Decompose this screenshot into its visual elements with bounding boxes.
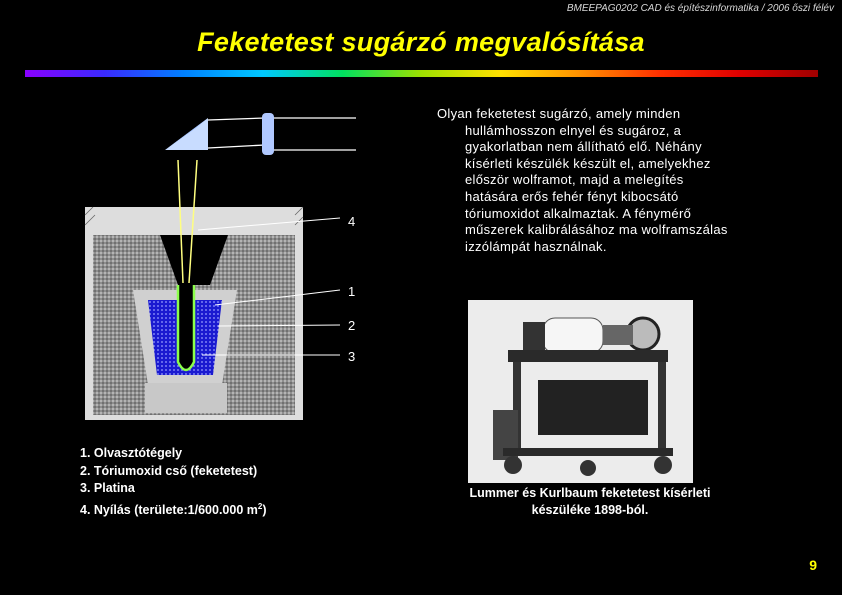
thoria-tube <box>178 285 194 370</box>
legend-item-4-close: ) <box>262 502 267 517</box>
legend-item-1: 1. Olvasztótégely <box>80 446 183 460</box>
description-line: kísérleti készülék készült el, amelyekhez <box>465 155 711 171</box>
legend-item-3: 3. Platina <box>80 481 135 495</box>
description-text <box>437 106 817 255</box>
diagram-label-4: 4 <box>348 214 356 229</box>
rainbow-divider <box>25 70 818 77</box>
description-line: izzólámpát használnak. <box>465 238 607 254</box>
lens <box>262 113 274 155</box>
description-line: gyakorlatban nem állítható elő. Néhány <box>465 139 702 155</box>
blackbody-diagram <box>80 110 370 420</box>
legend-item-4 <box>80 498 267 520</box>
photo-caption-line2: készüléke 1898-ból. <box>531 503 649 517</box>
description-line: Olyan feketetest sugárzó, amely minden <box>437 106 681 121</box>
diagram-legend <box>80 445 267 519</box>
platinum-base <box>145 383 227 413</box>
photo-caption <box>455 485 725 519</box>
diagram-label-1: 1 <box>348 284 356 299</box>
description-line: először wolframot, majd a melegítés <box>465 172 684 188</box>
description-line: tóriumoxidot alkalmaztak. A fénymérő <box>465 205 692 221</box>
legend-item-4-text: 4. Nyílás (területe:1/600.000 m <box>80 502 258 517</box>
legend-item-4-sup: 2 <box>257 501 263 511</box>
lummer-kurlbaum-apparatus-photo <box>468 300 693 483</box>
page-number: 9 <box>809 557 817 573</box>
course-header-note: BMEEPAG0202 CAD és építészinformatika / 2006 őszi félév <box>566 3 834 14</box>
description-line: műszerek kalibrálásához ma wolframszálas <box>465 222 728 238</box>
diagram-label-2: 2 <box>348 318 356 333</box>
description-line: hatására erős fehér fényt kibocsátó <box>465 188 679 204</box>
legend-item-2: 2. Tóriumoxid cső (feketetest) <box>80 463 258 478</box>
photo-caption-line1: Lummer és Kurlbaum feketetest kísérleti <box>469 486 711 500</box>
diagram-label-3: 3 <box>348 349 356 364</box>
slide-title: Feketetest sugárzó megvalósítása <box>197 27 645 57</box>
description-line: hullámhosszon elnyel és sugároz, a <box>465 122 682 138</box>
